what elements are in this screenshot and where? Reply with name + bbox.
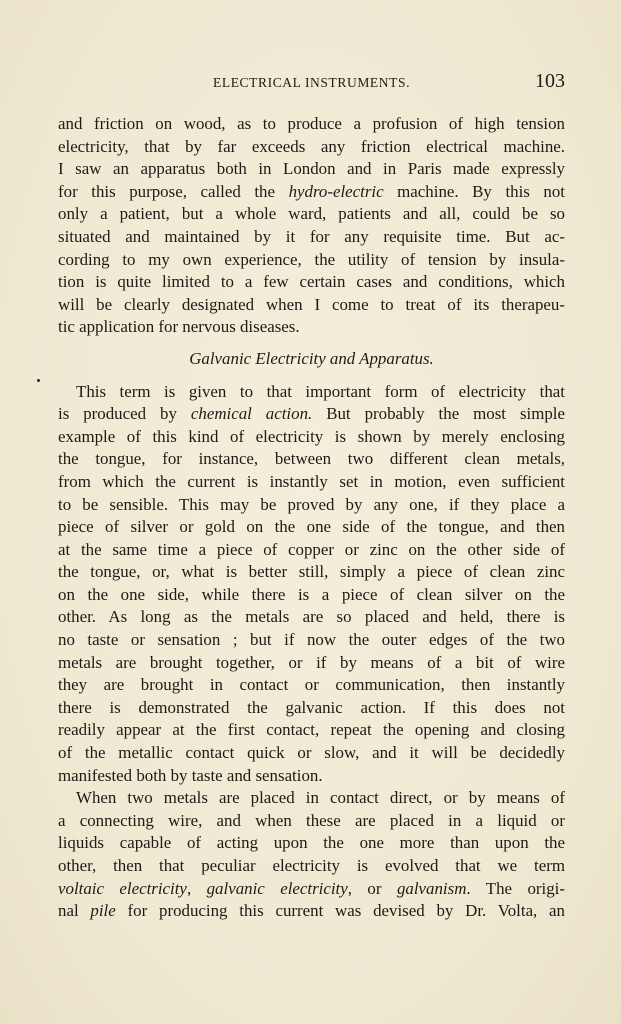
text-line: nal pile for producing this current was devised by Dr. Volta, an [58,901,566,921]
text-line: other. As long as the metals are so placed and held, there is [58,607,565,627]
text-line: from which the current is instantly set in motion, even sufficient [58,471,565,491]
text-line: is produced by chemical action. But probably the most simple [58,404,565,424]
italic-term: chemical action. [190,404,313,424]
text-line: electricity, that by far exceeds any friction electrical machine. [58,136,565,156]
italic-term: galvanic electricity [206,878,348,898]
text-line: at the same time a piece of copper or zinc on the other side of [58,539,565,559]
text-line: for this purpose, called the hydro-electric machine. By this not [58,181,565,201]
text-line: no taste or sensation ; but if now the outer edges of the two [58,630,565,650]
italic-term: pile [90,901,116,921]
text-line: on the one side, while there is a piece of clean silver on the [58,584,565,604]
text-line: example of this kind of electricity is shown by merely enclosing [58,426,565,446]
text-line: tion is quite limited to a few certain cases and conditions, which [58,272,565,292]
text-line: When two metals are placed in contact direct, or by means of [76,788,565,808]
text-line: voltaic electricity, galvanic electricity, or galvanism. The origi- [58,878,565,898]
text-line: they are brought in contact or communication, then instantly [58,675,565,695]
text-line: the tongue, for instance, between two different clean metals, [58,449,565,469]
text-line: a connecting wire, and when these are placed in a liquid or [58,810,565,830]
italic-term: hydro-electric [288,181,384,201]
text-line: readily appear at the first contact, repeat the opening and closing [58,720,565,740]
text-line: tic application for nervous diseases. [58,317,300,337]
text-line: and friction on wood, as to produce a profusion of high tension [58,114,565,133]
text-line: manifested both by taste and sensation. [58,765,323,785]
italic-term: galvanism [396,878,467,898]
margin-mark [37,379,40,382]
text-line: piece of silver or gold on the one side of the tongue, and then [58,517,565,537]
page-number: 103 [535,70,565,92]
text-line: will be clearly designated when I come to treat of its therapeu- [58,294,565,314]
text-line: cording to my own experience, the utility of tension by insula- [58,249,565,269]
paragraph-voltaic [58,787,565,923]
text-line: situated and maintained by it for any requisite time. But ac- [58,226,565,246]
text-line: I saw an apparatus both in London and in Paris made expressly [58,159,565,179]
body-text [58,113,565,923]
text-line: This term is given to that important form of electricity that [76,381,565,401]
italic-term: voltaic electricity [58,878,187,898]
section-heading: Galvanic Electricity and Apparatus. [189,348,434,368]
paragraph-hydro-electric [58,113,565,339]
text-line: other, then that peculiar electricity is evolved that we term [58,856,565,875]
text-line: the tongue, or, what is better still, simply a piece of clean zinc [58,562,565,582]
text-line: only a patient, but a whole ward, patients and all, could be so [58,204,565,224]
text-line: there is demonstrated the galvanic action. If this does not [58,697,565,717]
text-line: to be sensible. This may be proved by any one, if they place a [58,494,565,514]
page-header [58,72,565,96]
text-line: liquids capable of acting upon the one more than upon the [58,833,565,853]
running-head: ELECTRICAL INSTRUMENTS. [213,75,411,90]
text-line: metals are brought together, or if by means of a bit of wire [58,652,565,672]
text-line: of the metallic contact quick or slow, and it will be decidedly [58,743,565,763]
paragraph-galvanic-definition [58,381,565,788]
